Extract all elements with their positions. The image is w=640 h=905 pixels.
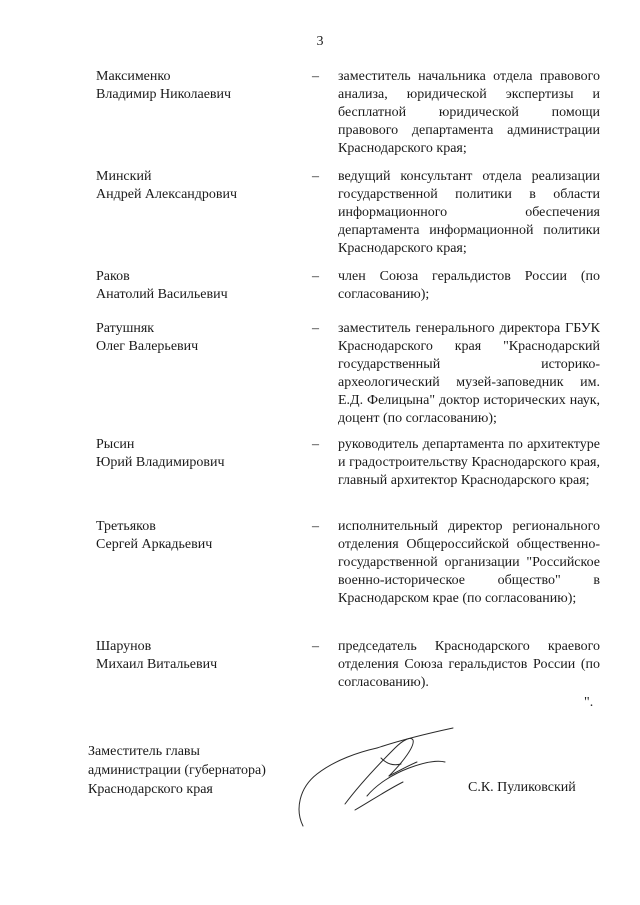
member-given-names: Андрей Александрович — [96, 187, 238, 202]
member-position: исполнительный директор регионального отделения Общероссийской общественно-государственной организации "Российское военно-историческое общество" в Краснодарском крае (по согласованию); — [338, 519, 600, 606]
signatory-title-line: Краснодарского края — [88, 782, 213, 797]
member-given-names: Анатолий Васильевич — [96, 287, 228, 302]
member-position: председатель Краснодарского краевого отделения Союза геральдистов России (по согласованию). — [338, 639, 600, 690]
member-name — [96, 168, 311, 204]
member-surname: Третьяков — [96, 519, 156, 534]
member-name — [96, 436, 311, 472]
member-position: заместитель генерального директора ГБУК Краснодарского края "Краснодарский государственный историко-археологический музей-заповедник им. Е.Д. Фелицына" доктор исторических наук, доцент (по согласованию); — [338, 321, 600, 426]
member-position: руководитель департамента по архитектуре и градостроительству Краснодарского края, главный архитектор Краснодарского края; — [338, 437, 600, 488]
signer-name: С.К. Пуликовский — [468, 780, 576, 795]
separator-dash: – — [312, 437, 319, 452]
separator-dash: – — [312, 169, 319, 184]
signatory-title-line: Заместитель главы — [88, 744, 200, 759]
signatory-title-line: администрации (губернатора) — [88, 763, 266, 778]
member-given-names: Владимир Николаевич — [96, 87, 232, 102]
handwritten-signature — [285, 718, 460, 838]
member-name — [96, 68, 311, 104]
signatory-title — [88, 742, 266, 799]
member-surname: Минский — [96, 169, 152, 184]
member-surname: Рысин — [96, 437, 135, 452]
member-name — [96, 518, 311, 554]
member-given-names: Сергей Аркадьевич — [96, 537, 213, 552]
member-surname: Максименко — [96, 69, 171, 84]
member-name — [96, 320, 311, 356]
member-surname: Раков — [96, 269, 130, 284]
member-position: заместитель начальника отдела правового анализа, юридической экспертизы и бесплатной юридической помощи правового департамента администрации Краснодарского края; — [338, 69, 600, 156]
member-position: ведущий консультант отдела реализации государственной политики в области информационного обеспечения департамента информационной политики Краснодарского края; — [338, 169, 600, 256]
page-number: 3 — [316, 34, 324, 49]
closing-quote: ". — [584, 695, 594, 710]
member-position: член Союза геральдистов России (по согласованию); — [338, 269, 600, 302]
member-name — [96, 638, 311, 674]
member-surname: Шарунов — [96, 639, 152, 654]
separator-dash: – — [312, 519, 319, 534]
separator-dash: – — [312, 69, 319, 84]
member-given-names: Михаил Витальевич — [96, 657, 218, 672]
member-name — [96, 268, 311, 304]
separator-dash: – — [312, 321, 319, 336]
member-given-names: Олег Валерьевич — [96, 339, 199, 354]
separator-dash: – — [312, 639, 319, 654]
member-given-names: Юрий Владимирович — [96, 455, 225, 470]
separator-dash: – — [312, 269, 319, 284]
member-surname: Ратушняк — [96, 321, 155, 336]
